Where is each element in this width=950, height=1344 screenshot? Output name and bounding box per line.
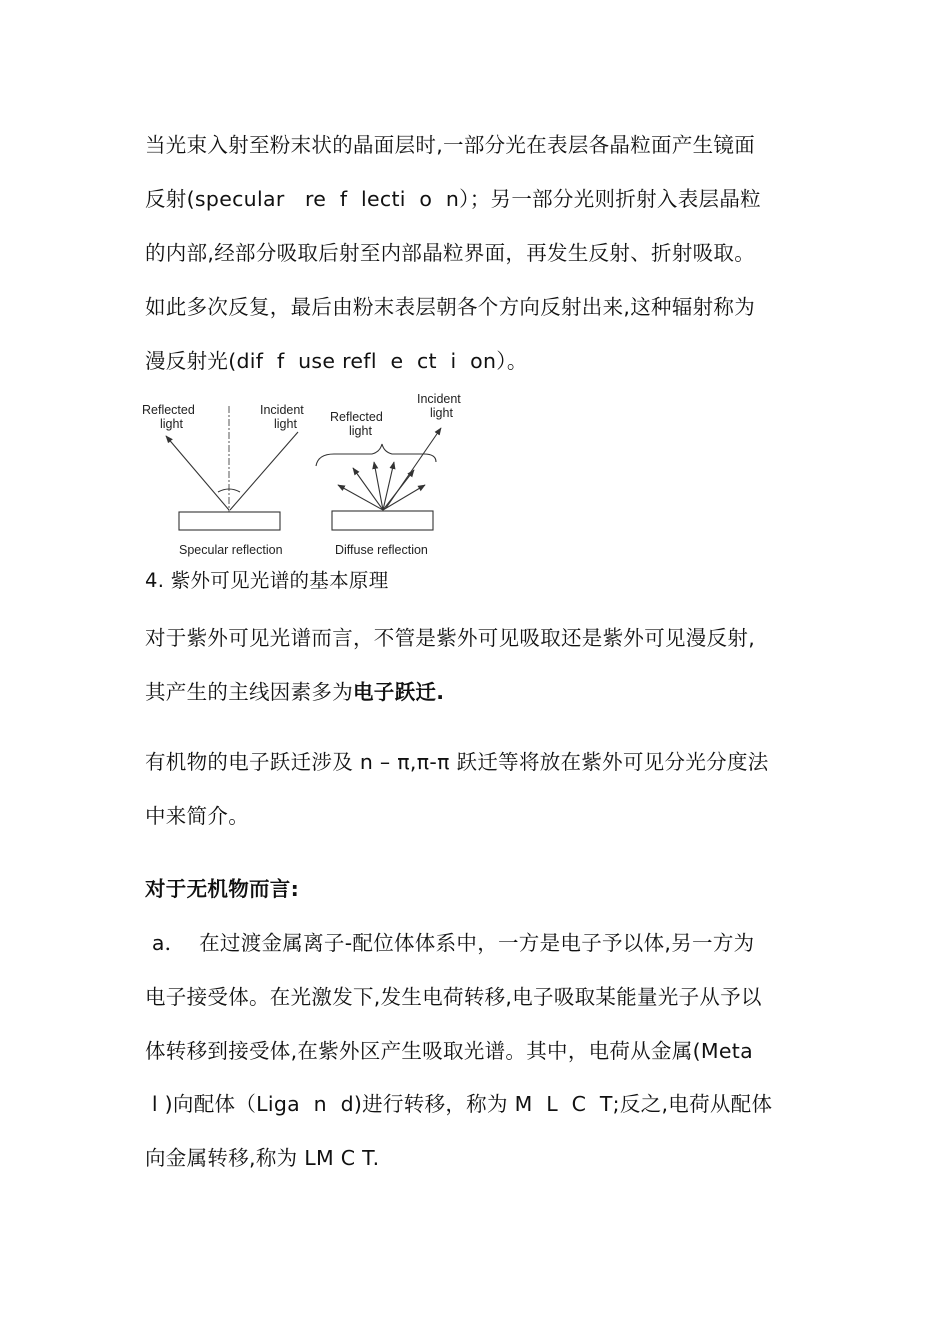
diffuse-reflected-ray (353, 468, 383, 510)
paragraph-line: 反射(specular re f lecti o n）；另一部分光则折射入表层晶粒 (145, 187, 761, 211)
diffuse-reflection-diagram (316, 392, 461, 557)
paragraph-text: 其产生的主线因素多为 (145, 680, 353, 704)
specular-reflected-label: Reflected (142, 403, 195, 417)
paragraph-line: 中来简介。 (145, 804, 249, 828)
paragraph-line: 对于紫外可见光谱而言，不管是紫外可见吸取还是紫外可见漫反射, (145, 626, 756, 650)
specular-reflected-label: light (160, 417, 183, 431)
paragraph-line: l )向配体（Liga n d)进行转移，称为 M L C T;反之,电荷从配体 (145, 1092, 773, 1116)
paragraph-line: 漫反射光(dif f use refl e ct i on）。 (145, 349, 528, 373)
paragraph-line: 当光束入射至粉末状的晶面层时,一部分光在表层各晶粒面产生镜面 (145, 133, 756, 157)
specular-incident-label: light (274, 417, 297, 431)
paragraph-line: 有机物的电子跃迁涉及 n – π,π-π 跃迁等将放在紫外可见分光分度法 (145, 750, 769, 774)
diffuse-caption: Diffuse reflection (335, 543, 428, 557)
paragraph-line (145, 675, 444, 705)
diffuse-reflected-label: light (349, 424, 372, 438)
section-heading: 4. 紫外可见光谱的基本原理 (145, 569, 389, 592)
diffuse-reflected-label: Reflected (330, 410, 383, 424)
paragraph-line: 的内部,经部分吸取后射至内部晶粒界面，再发生反射、折射吸取。 (145, 241, 756, 265)
reflected-brace (316, 444, 436, 466)
reflection-diagram (138, 388, 478, 560)
paragraph-line: 体转移到接受体,在紫外区产生吸取光谱。其中，电荷从金属(Meta (145, 1039, 754, 1063)
paragraph-line: a． 在过渡金属离子-配位体体系中，一方是电子予以体,另一方为 (145, 931, 755, 955)
reflected-ray (166, 436, 229, 510)
incident-ray (230, 432, 298, 510)
specular-incident-label: Incident (260, 403, 304, 417)
diffuse-surface (332, 511, 433, 530)
diffuse-incident-label: Incident (417, 392, 461, 406)
subsection-heading: 对于无机物而言: (145, 877, 300, 901)
diffuse-reflected-ray (338, 485, 383, 510)
emphasis-text: 电子跃迁. (353, 680, 445, 704)
specular-reflection-diagram (142, 403, 304, 557)
specular-caption: Specular reflection (179, 543, 283, 557)
specular-surface (179, 512, 280, 530)
diffuse-incident-label: light (430, 406, 453, 420)
paragraph-line: 如此多次反复，最后由粉末表层朝各个方向反射出来,这种辐射称为 (145, 295, 756, 319)
paragraph-line: 向金属转移,称为 LM C T. (145, 1146, 380, 1170)
paragraph-line: 电子接受体。在光激发下,发生电荷转移,电子吸取某能量光子从予以 (145, 985, 762, 1009)
diffuse-reflected-ray (383, 485, 425, 510)
